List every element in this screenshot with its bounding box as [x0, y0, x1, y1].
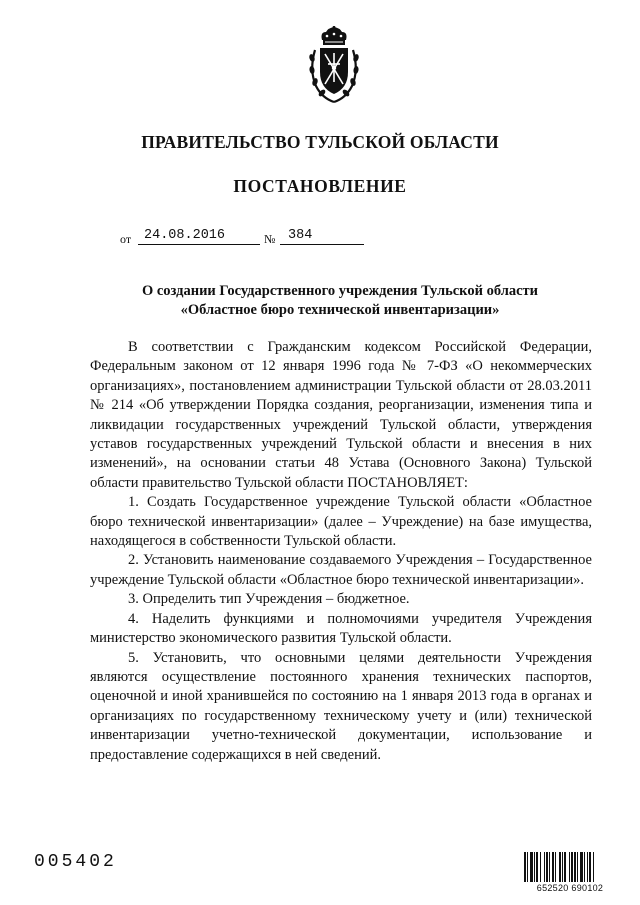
document-number: 384	[288, 228, 313, 243]
subject-line-1: О создании Государственного учреждения Тульской области	[141, 283, 539, 299]
clause-1: 1. Создать Государственное учреждение Тульской области «Областное бюро технической инвентаризации» (далее – Учреждение) на базе имущества, находящегося в собственности Тульской области.	[90, 494, 592, 550]
barcode-number: 652520 690102	[536, 883, 604, 893]
clause-5: 5. Установить, что основными целями деятельности Учреждения являются осуществление постоянного хранения технических паспортов, оценочной и иной хранившейся по состоянию на 1 января 2013 года в органах и организациях по государственному техническому учету и (или) технической инвентаризации учетно-технической документации, использование и предоставление содержащихся в ней сведений.	[90, 649, 592, 763]
subject-line-2: «Областное бюро технической инвентаризации»	[180, 302, 500, 318]
government-title: ПРАВИТЕЛЬСТВО ТУЛЬСКОЙ ОБЛАСТИ	[141, 132, 499, 152]
date-label: от	[120, 232, 132, 246]
number-underline	[280, 244, 364, 245]
barcode-icon	[524, 852, 616, 882]
preamble-paragraph: В соответствии с Гражданским кодексом Российской Федерации, Федеральным законом от 12 января 1996 года № 7-ФЗ «О некоммерческих организациях», постановлением администрации Тульской области от 28.03.2011 № 214 «Об утверждении Порядка создания, реорганизации, изменения типа и ликвидации государственных учреждений Тульской области, утверждения уставов государственных учреждений Тульской области и внесения в них изменений», на основании статьи 48 Устава (Основного Закона) Тульской области правительство Тульской области ПОСТАНОВЛЯЕТ:	[90, 339, 592, 491]
document-body	[90, 338, 592, 765]
document-subject	[90, 282, 590, 320]
clause-2: 2. Установить наименование создаваемого Учреждения – Государственное учреждение Тульской области «Областное бюро технической инвентаризации».	[90, 552, 592, 588]
clause-4: 4. Наделить функциями и полномочиями учредителя Учреждения министерство экономического развития Тульской области.	[90, 610, 592, 647]
number-label: №	[264, 232, 276, 246]
date-underline	[138, 244, 260, 245]
tula-coat-of-arms-icon	[306, 26, 362, 104]
clause-3: 3. Определить тип Учреждения – бюджетное.	[128, 591, 410, 608]
serial-number: 005402	[34, 852, 117, 872]
document-type: ПОСТАНОВЛЕНИЕ	[233, 176, 407, 196]
document-date: 24.08.2016	[144, 228, 226, 243]
